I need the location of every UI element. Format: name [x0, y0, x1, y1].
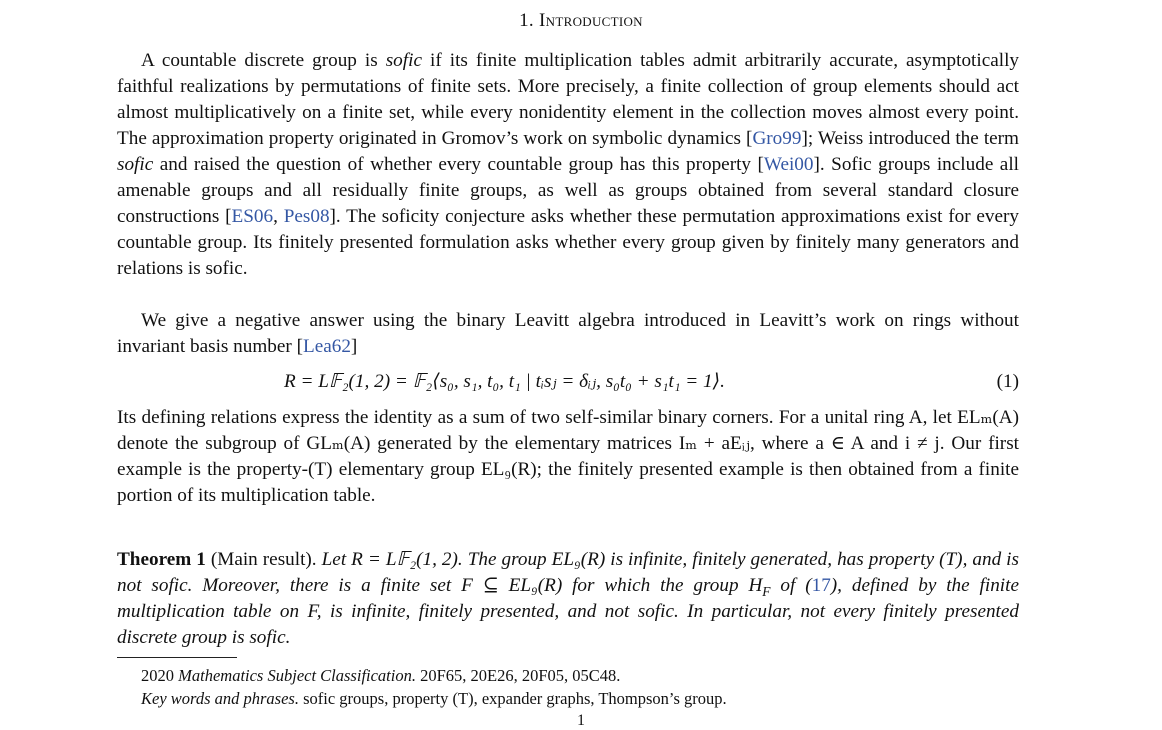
- paragraph-3-text: Its defining relations express the identity as a sum of two self-similar binary corners. For a unital ring A, let ELₘ(A) denote the subgroup of GLₘ(A) generated by the elementary matrices Iₘ + aEᵢⱼ, where a ∈ A and i ≠ j. Our first example is the property-(T) elementary group EL₉(R); the finitely presented example is then obtained from a finite portion of its multiplication table.: [117, 407, 1019, 506]
- equation-1: [117, 369, 1019, 395]
- section-number: 1.: [519, 10, 534, 31]
- footnote-msc: 2020 Mathematics Subject Classification. 20F65, 20E26, 20F05, 05C48.: [141, 666, 621, 685]
- equation-number: (1): [996, 371, 1019, 392]
- section-title: Introduction: [539, 10, 643, 31]
- intro-paragraph-3: [117, 405, 1019, 509]
- citation-es06[interactable]: ES06: [231, 206, 274, 227]
- citation-pes08[interactable]: Pes08: [283, 206, 330, 227]
- theorem-label: Theorem 1: [117, 549, 206, 570]
- citation-wei00[interactable]: Wei00: [763, 154, 814, 175]
- section-heading: [0, 10, 1162, 32]
- term-sofic: sofic: [385, 50, 422, 71]
- term-sofic-2: sofic: [117, 154, 154, 175]
- theorem-1: Theorem 1 (Main result). Let R = L𝔽₂(1, 2). The group EL₉(R) is infinite, finitely generated, has property (T), and is not sofic. Moreover, there is a finite set F ⊆ EL₉(R) for which the group $H_F$ of (17), defined by the finite multiplication table on F, is infinite, finitely presented, and not sofic. In particular, not every finitely presented discrete group is sofic.: [117, 549, 1019, 648]
- intro-paragraph-1: A countable discrete group is sofic if its finite multiplication tables admit arbitrarily accurate, asymptotically faithful realizations by permutations of finite sets. More precisely, a finite collection of group elements should act almost multiplicatively on a finite set, while every nonidentity element in the collection moves almost every point. The approximation property originated in Gromov’s work on symbolic dynamics [Gro99]; Weiss introduced the term sofic and raised the question of whether every countable group has this property [Wei00]. Sofic groups include all amenable groups and all residually finite groups, as well as groups obtained from several standard closure constructions [ES06, Pes08]. The soficity conjecture asks whether these permutation approximations exist for every countable group. Its finitely presented formulation asks whether every group given by finitely many generators and relations is sofic.: [117, 50, 1019, 279]
- equation-ref-17[interactable]: 17: [811, 575, 831, 596]
- footnote-keywords: Key words and phrases. sofic groups, property (T), expander graphs, Thompson’s group.: [141, 689, 727, 708]
- citation-gro99[interactable]: Gro99: [752, 128, 802, 149]
- theorem-note: (Main result).: [205, 549, 317, 570]
- footnote-rule: [117, 657, 237, 658]
- intro-paragraph-2: We give a negative answer using the binary Leavitt algebra introduced in Leavitt’s work on rings without invariant basis number [Lea62]: [117, 310, 1019, 357]
- citation-lea62[interactable]: Lea62: [302, 336, 351, 357]
- page-number: 1: [577, 712, 585, 729]
- equation-formula: R = L𝔽₂(1, 2) = 𝔽₂⟨s₀, s₁, t₀, t₁ | tᵢsⱼ = δᵢⱼ, s₀t₀ + s₁t₁ = 1⟩.: [284, 371, 725, 392]
